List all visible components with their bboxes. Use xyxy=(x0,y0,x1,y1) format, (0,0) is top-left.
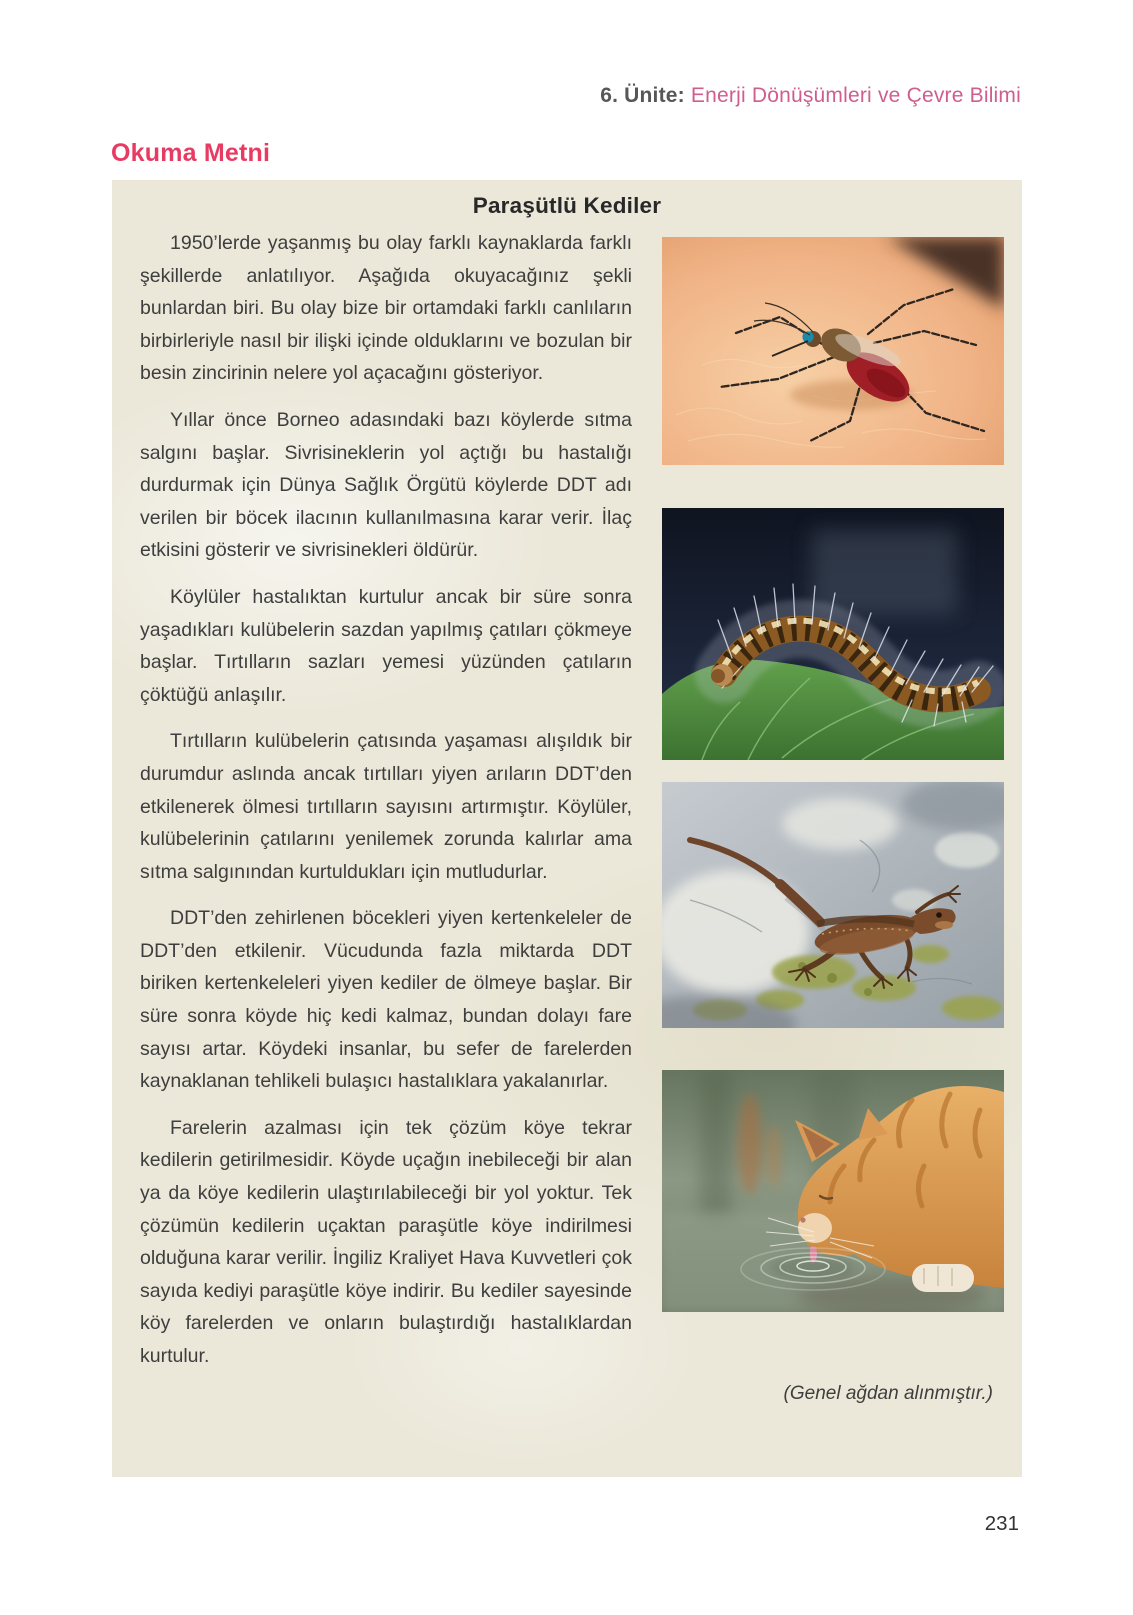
photo-column xyxy=(662,180,1004,1477)
paragraph: Yıllar önce Borneo adasındaki bazı köylerde sıtma salgını başlar. Sivrisineklerin yol açtığı bu hastalığı durdurmak için Dünya Sağlık Örgütü köylerde DDT adı verilen bir böcek ilacının kullanılmasına karar verir. İlaç etkisini gösterir ve sivrisinekleri öldürür. xyxy=(140,408,632,562)
reading-title: Paraşütlü Kediler xyxy=(472,193,662,218)
lizard-photo xyxy=(662,782,1004,1028)
page-number: 231 xyxy=(984,1512,1019,1535)
unit-title-label: Enerji Dönüşümleri ve Çevre Bilimi xyxy=(690,84,1021,107)
paragraph: DDT’den zehirlenen böcekleri yiyen kertenkeleler de DDT’den etkilenir. Vücudunda fazla miktarda DDT biriken kertenkeleleri yiyen kediler de ölmeye başlar. Bir süre sonra köyde hiç kedi kalmaz, bundan dolayı fare sayısı artar. Köydeki insanlar, bu sefer de farelerden kaynaklanan tehlikeli bulaşıcı hastalıklara yakalanırlar. xyxy=(140,907,632,1093)
mosquito-photo xyxy=(662,237,1004,465)
caterpillar-photo xyxy=(662,508,1004,760)
attribution-note: (Genel ağdan alınmıştır.) xyxy=(783,1383,993,1404)
unit-header xyxy=(600,84,1021,108)
section-heading: Okuma Metni xyxy=(111,139,271,167)
cat-photo xyxy=(662,1070,1004,1312)
paragraph: Köylüler hastalıktan kurtulur ancak bir süre sonra yaşadıkları kulübelerin sazdan yapılmış çatıları çökmeye başlar. Tırtılların sazları yemesi yüzünden çatıların çöktüğü anlaşılır. xyxy=(140,585,632,706)
unit-number-label: 6. Ünite: xyxy=(600,84,685,107)
paragraph: 1950’lerde yaşanmış bu olay farklı kaynaklarda farklı şekillerde anlatılıyor. Aşağıda okuyacağınız şekli bunlardan biri. Bu olay bize bir ortamdaki farklı canlıların birbirleriyle nasıl bir ilişki içinde olduklarını ve bozulan bir besin zincirinin nelere yol açacağını gösteriyor. xyxy=(140,232,632,385)
reading-box xyxy=(112,180,1022,1477)
paragraph: Farelerin azalması için tek çözüm köye tekrar kedilerin getirilmesidir. Köyde uçağın inebileceği bir alan ya da köye kedilerin ulaştırılabileceği bir yol yoktur. Tek çözümün kedilerin uçaktan paraşütle köye indirilmesi olduğuna karar verilir. İngiliz Kraliyet Hava Kuvvetleri çok sayıda kediyi paraşütle köye indirir. Bu kediler sayesinde köy farelerden ve onların bulaştırdığı hastalıklardan kurtulur. xyxy=(140,1116,632,1367)
paragraph: Tırtılların kulübelerin çatısında yaşaması alışıldık bir durumdur aslında ancak tırtılları yiyen arıların DDT’den etkilenerek ölmesi tırtılların sayısını artırmıştır. Köylüler, kulübelerinin çatılarını yenilemek zorunda kalırlar ama sıtma salgınından kurtuldukları için mutludurlar. xyxy=(140,730,632,883)
reading-text-column xyxy=(140,227,632,1373)
